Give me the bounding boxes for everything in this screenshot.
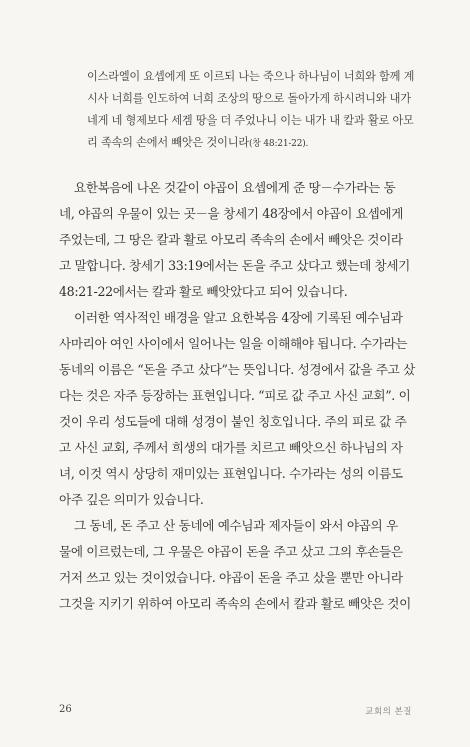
body-line: 네, 야곱의 우물이 있는 곳－을 창세기 48장에서 야곱이 요셉에게 <box>59 206 404 221</box>
body-line: 이러한 역사적인 배경을 알고 요한복음 4장에 기록된 예수님과 <box>74 310 403 325</box>
quote-line: 시사 너희를 인도하여 너희 조상의 땅으로 돌아가게 하시려니와 내가 <box>87 92 411 105</box>
quote-line: 리 족속의 손에서 빼앗은 것이니라 <box>87 136 249 149</box>
body-line: 그것을 지키기 위하여 아모리 족속의 손에서 칼과 활로 빼앗은 것이 <box>59 596 411 611</box>
body-line: 주었는데, 그 땅은 칼과 활로 아모리 족속의 손에서 빼앗은 것이라 <box>59 232 403 247</box>
quote-line: 이스라엘이 요셉에게 또 이르되 나는 죽으나 하나님이 너희와 함께 계 <box>87 70 415 83</box>
body-line: 거저 쓰고 있는 것이었습니다. 야곱이 돈을 주고 샀을 뿐만 아니라 <box>59 570 403 585</box>
body-text <box>59 175 417 617</box>
scripture-quote <box>87 66 415 155</box>
body-line: 것이 우리 성도들에 대해 성경이 붙인 칭호입니다. 주의 피로 값 주 <box>59 414 407 429</box>
body-line: 아주 깊은 의미가 있습니다. <box>59 492 204 507</box>
body-line: 그 동네, 돈 주고 산 동네에 예수님과 제자들이 와서 야곱의 우 <box>74 518 398 533</box>
body-line: 물에 이르렀는데, 그 우물은 야곱이 돈을 주고 샀고 그의 후손들은 <box>59 544 403 559</box>
page-number: 26 <box>59 704 72 715</box>
body-line: 동네의 이름은 “돈을 주고 샀다”는 뜻입니다. 성경에서 값을 주고 샀 <box>59 362 415 377</box>
quote-line: 네게 네 형제보다 세겜 땅을 더 주었나니 이는 내가 내 칼과 활로 아모 <box>87 114 414 127</box>
body-line: 고 사신 교회, 주께서 희생의 대가를 치르고 빼앗으신 하나님의 자 <box>59 440 403 455</box>
quote-citation: (창 48:21-22). <box>248 139 309 149</box>
running-title: 교회의 본질 <box>365 707 412 717</box>
body-line: 고 말합니다. 창세기 33:19에서는 돈을 주고 샀다고 했는데 창세기 <box>59 258 410 273</box>
body-line: 요한복음에 나온 것같이 야곱이 요셉에게 준 땅－수가라는 동 <box>74 180 396 195</box>
quote-line-with-citation <box>87 132 415 155</box>
body-line: 다는 것은 자주 등장하는 표현입니다. “피로 값 주고 사신 교회”. 이 <box>59 388 411 403</box>
body-line: 녀, 이것 역시 상당히 재미있는 표현입니다. 수가라는 성의 이름도 <box>59 466 403 481</box>
body-line: 48:21-22에서는 칼과 활로 빼앗았다고 되어 있습니다. <box>59 284 348 299</box>
body-line: 사마리아 여인 사이에서 일어나는 일을 이해해야 됩니다. 수가라는 <box>59 336 408 351</box>
